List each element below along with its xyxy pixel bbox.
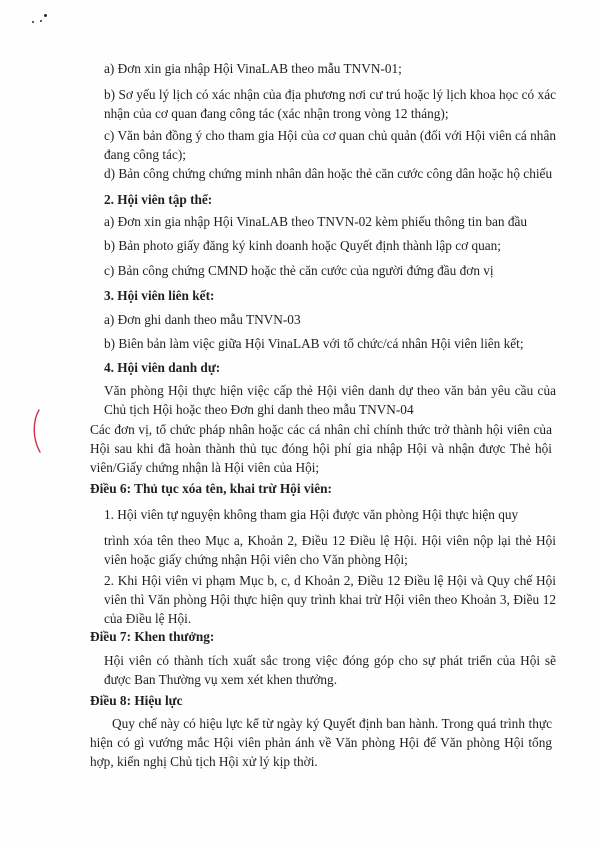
collective-heading: 2. Hội viên tập thể: xyxy=(104,192,213,207)
article6-p2: 2. Khi Hội viên vi phạm Mục b, c, d Khoản 2, Điều 12 Điều lệ Hội và Quy chế Hội viên thì Văn phòng Hội thực hiện quy trình khai trừ Hội viên theo Khoản 3, Điều 12 của Điều lệ Hội. xyxy=(104,573,556,626)
honorary-heading: 4. Hội viên danh dự: xyxy=(104,360,221,375)
individual-item-b: b) Sơ yếu lý lịch có xác nhận của địa phương nơi cư trú hoặc lý lịch khoa học có xác nhận của cơ quan đang công tác (xác nhận trong vòng 12 tháng); xyxy=(104,87,556,121)
individual-item-d: d) Bản công chứng chứng minh nhân dân hoặc thẻ căn cước công dân hoặc hộ chiếu xyxy=(104,166,553,181)
scan-speck xyxy=(44,14,47,17)
associate-heading: 3. Hội viên liên kết: xyxy=(104,288,215,303)
scan-speck xyxy=(32,21,34,23)
article7-heading: Điều 7: Khen thưởng: xyxy=(90,629,215,644)
article6-heading: Điều 6: Thủ tục xóa tên, khai trừ Hội viên: xyxy=(90,481,332,496)
article8-heading: Điều 8: Hiệu lực xyxy=(90,693,183,708)
pen-mark xyxy=(28,408,44,454)
scan-speck xyxy=(40,20,42,22)
membership-note: Các đơn vị, tổ chức pháp nhân hoặc các cá nhân chỉ chính thức trở thành hội viên của Hội sau khi đã hoàn thành thủ tục đóng hội phí gia nhập Hội và nhận được Thẻ hội viên/Giấy chứng nhận là Hội viên của Hội; xyxy=(90,422,552,475)
individual-item-a: a) Đơn xin gia nhập Hội VinaLAB theo mẫu TNVN-01; xyxy=(104,61,402,76)
associate-item-a: a) Đơn ghi danh theo mẫu TNVN-03 xyxy=(104,312,301,327)
honorary-text: Văn phòng Hội thực hiện việc cấp thẻ Hội viên danh dự theo văn bản yêu cầu của Chủ tịch Hội hoặc theo Đơn ghi danh theo mẫu TNVN-04 xyxy=(104,383,556,417)
article7-text: Hội viên có thành tích xuất sắc trong việc đóng góp cho sự phát triển của Hội sẽ được Ban Thường vụ xem xét khen thưởng. xyxy=(104,653,556,687)
article6-p1-line1: 1. Hội viên tự nguyện không tham gia Hội được văn phòng Hội thực hiện quy xyxy=(104,507,519,522)
individual-item-c: c) Văn bản đồng ý cho tham gia Hội của cơ quan chủ quản (đối với Hội viên cá nhân đang công tác); xyxy=(104,128,556,162)
collective-item-c: c) Bản công chứng CMND hoặc thẻ căn cước của người đứng đầu đơn vị xyxy=(104,263,494,278)
collective-item-b: b) Bản photo giấy đăng ký kinh doanh hoặc Quyết định thành lập cơ quan; xyxy=(104,238,501,253)
article8-text: Quy chế này có hiệu lực kể từ ngày ký Quyết định ban hành. Trong quá trình thực hiện có gì vướng mắc Hội viên phản ánh về Văn phòng Hội để Văn phòng Hội tổng hợp, kiến nghị Chủ tịch Hội xử lý kịp thời. xyxy=(90,716,552,769)
collective-item-a: a) Đơn xin gia nhập Hội VinaLAB theo TNVN-02 kèm phiếu thông tin ban đầu xyxy=(104,214,528,229)
associate-item-b: b) Biên bản làm việc giữa Hội VinaLAB với tổ chức/cá nhân Hội viên liên kết; xyxy=(104,336,524,351)
article6-p1-rest: trình xóa tên theo Mục a, Khoản 2, Điều 12 Điều lệ Hội. Hội viên nộp lại thẻ Hội viên hoặc giấy chứng nhận Hội viên cho Văn phòng Hội; xyxy=(104,533,556,567)
